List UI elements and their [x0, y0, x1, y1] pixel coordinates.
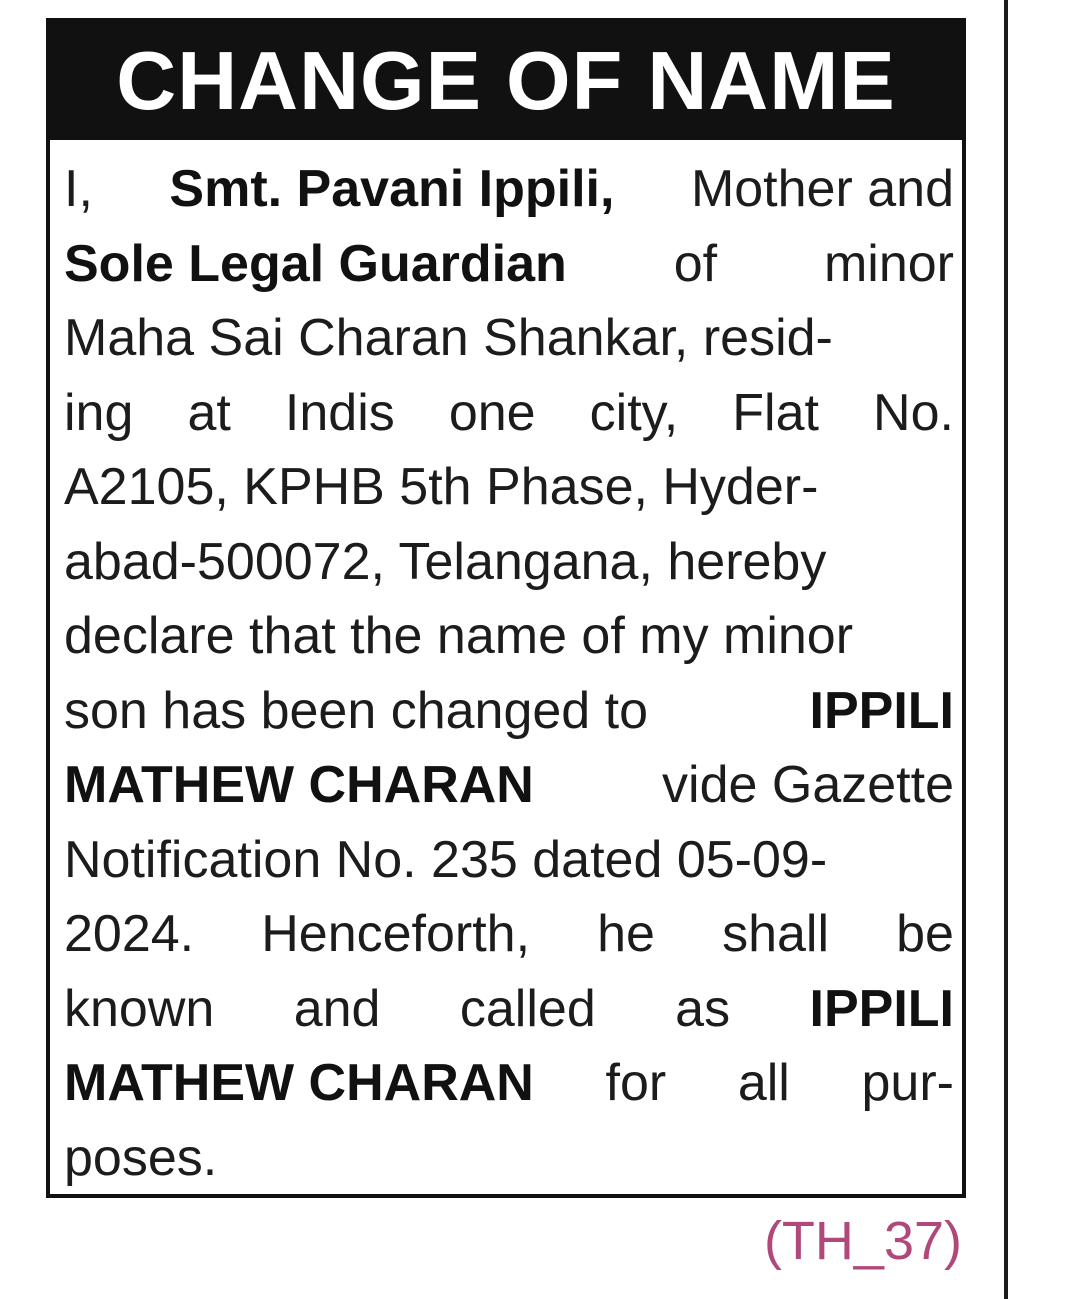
notice-text: declare that the name of my minor [64, 607, 854, 665]
notice-body [64, 152, 954, 1195]
notice-bold-text: Smt. Pavani Ippili, [169, 160, 615, 218]
notice-text: one [448, 383, 536, 442]
notice-line [64, 1121, 954, 1196]
column-divider-rule [1004, 0, 1008, 1299]
notice-line [64, 301, 954, 376]
notice-text: Flat [732, 383, 819, 442]
notice-text: I, [64, 160, 93, 218]
notice-text: 2024. [64, 905, 195, 963]
notice-text: at [187, 383, 231, 442]
notice-text: shall [722, 905, 830, 963]
notice-line [64, 599, 954, 674]
notice-title: CHANGE OF NAME [116, 34, 896, 127]
notice-box [46, 18, 966, 1198]
notice-text: for [605, 1054, 667, 1112]
notice-text: vide Gazette [662, 756, 954, 814]
notice-text: called [459, 979, 596, 1038]
notice-bold-text: MATHEW CHARAN [64, 756, 534, 814]
notice-line [64, 748, 954, 823]
notice-text: be [896, 905, 954, 963]
notice-text: of [673, 234, 718, 293]
notice-bold-text: IPPILI [809, 979, 954, 1038]
notice-line [64, 674, 954, 749]
notice-text: known [64, 979, 215, 1038]
notice-line [64, 450, 954, 525]
notice-text: city, [589, 383, 679, 442]
notice-text: he [597, 905, 655, 963]
notice-text: pur- [861, 1054, 954, 1112]
notice-line [64, 1046, 954, 1121]
notice-text: Maha Sai Charan Shankar, resid- [64, 309, 833, 367]
notice-text: minor [823, 234, 954, 293]
notice-text: as [675, 979, 731, 1038]
notice-bold-text: Sole Legal Guardian [64, 234, 567, 293]
notice-text: abad-500072, Telangana, hereby [64, 532, 827, 591]
notice-title-bar [50, 22, 962, 140]
notice-text: poses. [64, 1128, 218, 1187]
notice-bold-text: MATHEW CHARAN [64, 1054, 534, 1112]
notice-line [64, 152, 954, 227]
notice-line [64, 525, 954, 600]
notice-text: No. [873, 383, 954, 442]
notice-text: Mother and [690, 160, 954, 218]
notice-text: A2105, KPHB 5th Phase, Hyder- [64, 458, 819, 516]
notice-text: Indis [284, 383, 395, 442]
notice-text: and [293, 979, 381, 1038]
notice-line [64, 823, 954, 898]
notice-line [64, 376, 954, 451]
notice-text: son has been changed to [64, 681, 649, 740]
notice-line [64, 897, 954, 972]
notice-text: Notification No. 235 dated 05-09- [64, 830, 828, 889]
notice-text: ing [64, 383, 134, 442]
ad-code-label: (TH_37) [763, 1211, 962, 1271]
notice-line [64, 972, 954, 1047]
notice-text: Henceforth, [261, 905, 531, 963]
notice-line [64, 227, 954, 302]
notice-bold-text: IPPILI [809, 681, 954, 740]
notice-text: all [737, 1054, 790, 1112]
